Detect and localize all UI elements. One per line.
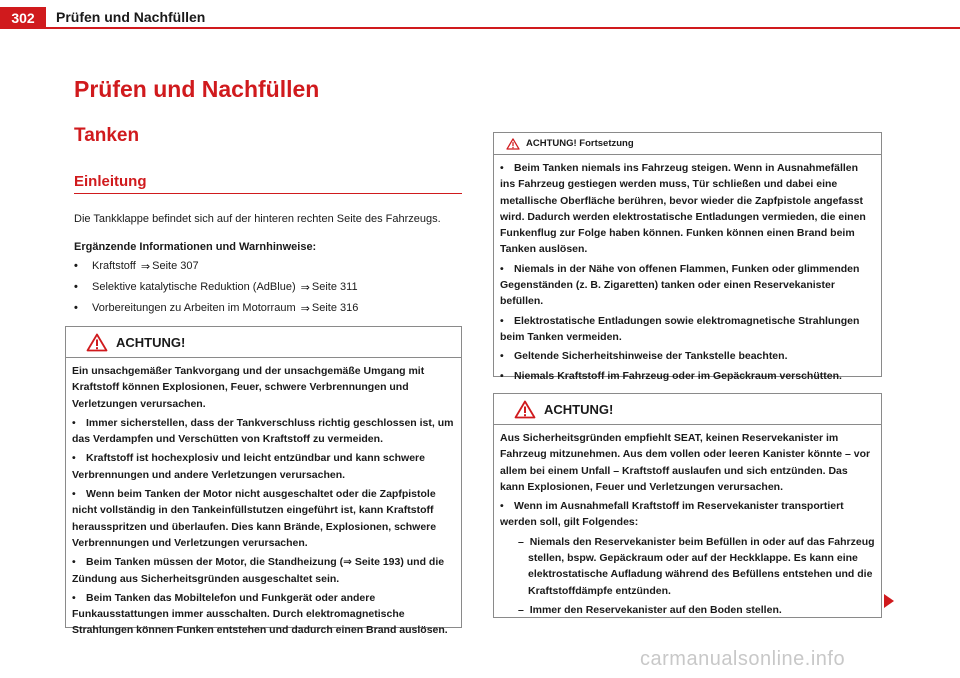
bullet-icon: •	[74, 302, 78, 314]
bullet-icon: •	[500, 350, 504, 363]
reference-item[interactable]	[74, 281, 358, 302]
reference-page-link[interactable]: Seite 307	[152, 260, 199, 272]
reference-page-link[interactable]: Seite 311	[311, 281, 358, 293]
warning-box-canister	[493, 393, 882, 618]
warning-subitem: – Immer den Reservekanister auf den Boden stellen.	[518, 603, 782, 616]
intro-paragraph: Die Tankklappe befindet sich auf der hinteren rechten Seite des Fahrzeugs.	[74, 213, 441, 225]
refs-label: Ergänzende Informationen und Warnhinweise:	[74, 241, 317, 253]
reference-page-link[interactable]: Seite 316	[311, 302, 359, 314]
section-heading: Tanken	[74, 125, 140, 146]
warning-box-fuel	[65, 326, 462, 637]
warning-item: • Immer sicherstellen, dass der Tankverschluss richtig geschlossen ist, um das Verdampfen und Verschütten von Kraftstoff zu vermeiden.	[72, 416, 454, 446]
warning-item: • Beim Tanken das Mobiltelefon und Funkgerät oder andere Funkausstattungen immer ausschalten. Durch elektromagnetische Strahlungen können Funken entstehen und dadurch einen Brand auslösen.	[72, 591, 448, 637]
warning-body	[494, 425, 881, 618]
warning-intro: Ein unsachgemäßer Tankvorgang und der unsachgemäße Umgang mit Kraftstoff können Explosionen, Feuer, schwere Verbrennungen und Verletzungen verursachen.	[72, 365, 425, 410]
bullet-icon: •	[72, 556, 76, 569]
bullet-icon: •	[500, 500, 504, 513]
warning-item: • Beim Tanken müssen der Motor, die Standheizung (⇒ Seite 193) und die Zündung aus Sicherheitsgründen ausgeschaltet sein.	[72, 556, 445, 585]
warning-body	[66, 358, 461, 639]
bullet-icon: •	[500, 262, 504, 275]
warning-header	[494, 394, 881, 425]
warning-item: • Geltende Sicherheitshinweise der Tankstelle beachten.	[500, 348, 875, 364]
page-number: 302	[0, 7, 46, 29]
reference-item[interactable]	[74, 260, 358, 281]
warning-triangle-icon	[514, 400, 536, 419]
warning-header	[66, 327, 461, 358]
arrow-right-icon: ⇒	[137, 261, 151, 273]
reference-page-link[interactable]: Seite 193	[354, 556, 401, 569]
warning-item: • Beim Tanken niemals ins Fahrzeug steigen. Wenn in Ausnahmefällen ins Fahrzeug gestiegen werden muss, Tür schließen und dabei eine metallische Oberfläche berühren, bevor wieder die Zapfpistole angefasst wird. Dadurch werden elektrostatische Entladungen vermieden, die einen Funkenflug zur Folge haben können. Funken können einen Brand beim Tanken auslösen.	[500, 162, 866, 256]
bullet-icon: •	[72, 488, 76, 501]
bullet-icon: •	[74, 260, 78, 272]
reference-text: Kraftstoff	[92, 260, 136, 272]
arrow-right-icon: ⇒	[297, 282, 310, 294]
bullet-icon: •	[500, 314, 504, 327]
warning-intro: Aus Sicherheitsgründen empfiehlt SEAT, keinen Reservekanister im Fahrzeug mitzunehmen. Aus dem vollen oder leeren Kanister könnte – vor allem bei einem Unfall – Kraftstoff auslaufen und sich entzünden. Das kann Explosionen, Feuer und Verletzungen verursachen.	[500, 432, 871, 493]
bullet-icon: •	[74, 281, 78, 293]
reference-item[interactable]	[74, 302, 358, 323]
warning-title: ACHTUNG!	[116, 334, 186, 350]
bullet-icon: •	[72, 452, 76, 465]
warning-title: ACHTUNG! Fortsetzung	[526, 138, 634, 149]
warning-title: ACHTUNG!	[544, 401, 614, 417]
arrow-right-icon: ⇒	[343, 556, 355, 569]
header-rule	[46, 27, 960, 29]
warning-item: • Niemals in der Nähe von offenen Flammen, Funken oder glimmenden Gegenständen (z. B. Zigaretten) tanken oder einen Reservekanister befüllen.	[500, 262, 860, 308]
bullet-icon: •	[500, 162, 504, 174]
warning-box-continued	[493, 132, 882, 382]
dash-icon: –	[518, 535, 530, 548]
reference-list	[74, 260, 358, 323]
dash-icon: –	[518, 603, 530, 616]
bullet-icon: •	[72, 416, 76, 429]
bullet-icon: •	[500, 369, 504, 382]
warning-item: • Wenn beim Tanken der Motor nicht ausgeschaltet oder die Zapfpistole nicht vollständig in den Tankeinfüllstutzen eingeführt ist, kann Kraftstoff herausspritzen und überlaufen. Dies kann Brände, Explosionen, schwere Verbrennungen und Verletzungen verursachen.	[72, 488, 437, 549]
warning-item: • Wenn im Ausnahmefall Kraftstoff im Reservekanister transportiert werden soll, gilt Folgendes:	[500, 500, 844, 529]
warning-item: • Kraftstoff ist hochexplosiv und leicht entzündbar und kann schwere Verbrennungen und andere Verletzungen verursachen.	[72, 452, 425, 481]
continue-arrow-icon[interactable]	[884, 594, 894, 608]
subsection-rule	[74, 193, 462, 194]
warning-triangle-icon	[86, 333, 108, 352]
subsection-heading: Einleitung	[74, 173, 147, 190]
warning-subitem: – Niemals den Reservekanister beim Befüllen in oder auf das Fahrzeug stellen, bspw. Gepäckraum oder auf der Heckklappe. Es kann eine elektrostatische Aufladung während des Befüllens entstehen und die Kraftstoffdämpfe entzünden.	[518, 535, 875, 597]
reference-text: Selektive katalytische Reduktion (AdBlue)	[92, 281, 296, 293]
reference-text: Vorbereitungen zu Arbeiten im Motorraum	[92, 302, 296, 314]
main-heading: Prüfen und Nachfüllen	[74, 76, 320, 102]
bullet-icon: •	[72, 591, 76, 604]
warning-triangle-icon	[506, 138, 520, 150]
arrow-right-icon: ⇒	[297, 303, 310, 315]
running-title: Prüfen und Nachfüllen	[56, 9, 206, 25]
watermark: carmanualsonline.info	[640, 648, 846, 670]
warning-item: • Elektrostatische Entladungen sowie elektromagnetische Strahlungen beim Tanken vermeiden.	[500, 314, 860, 343]
warning-body	[494, 155, 881, 384]
warning-item: • Niemals Kraftstoff im Fahrzeug oder im Gepäckraum verschütten.	[500, 368, 875, 384]
warning-header	[494, 133, 881, 155]
